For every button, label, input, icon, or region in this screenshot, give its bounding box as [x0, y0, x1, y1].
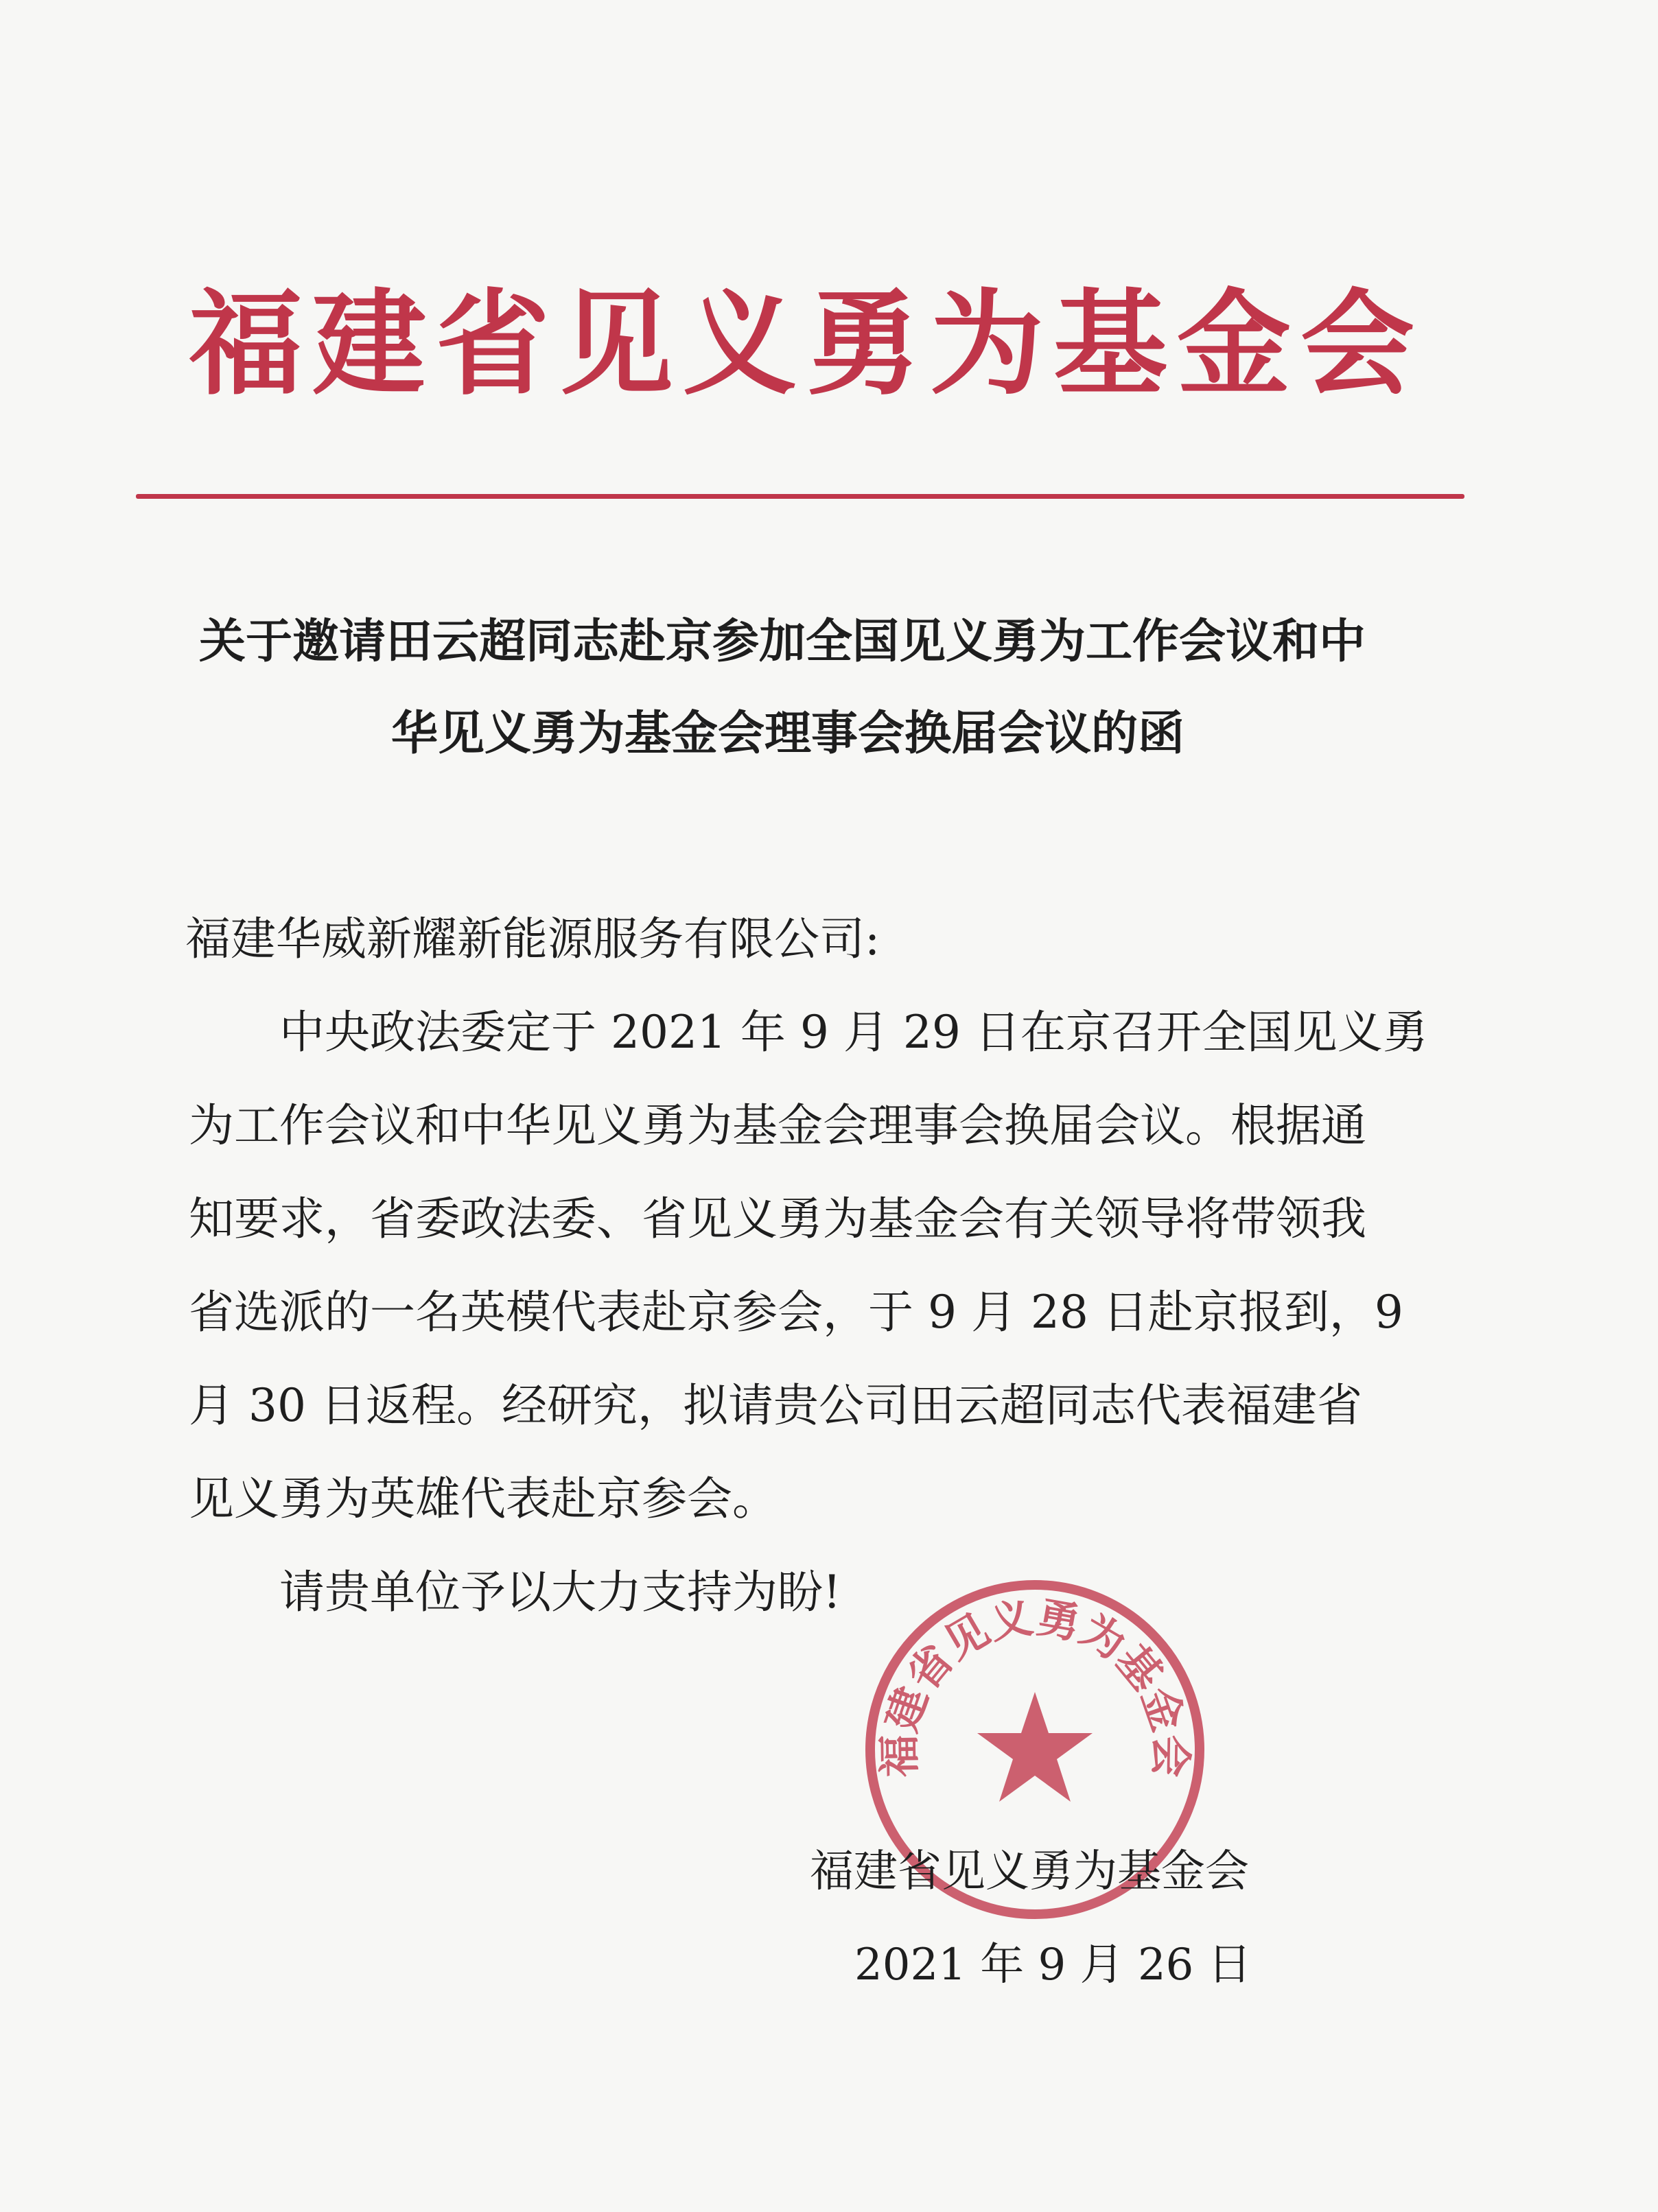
seal-arc-textpath: 福建省见义勇为基金会: [874, 1592, 1196, 1778]
signature-org-name: 福建省见义勇为基金会: [810, 1846, 1249, 1897]
letterhead-red-rule: [136, 494, 1464, 499]
paragraph-line: 知要求，省委政法委、省见义勇为基金会有关领导将带领我: [189, 1192, 1366, 1245]
document-title-line-2: 华见义勇为基金会理事会换届会议的函: [391, 707, 1185, 761]
closing-request-line: 请贵单位予以大力支持为盼!: [189, 1566, 841, 1619]
document-title-line-1: 关于邀请田云超同志赴京参加全国见义勇为工作会议和中: [199, 615, 1366, 669]
paragraph-line: 为工作会议和中华见义勇为基金会理事会换届会议。根据通: [189, 1099, 1366, 1152]
paragraph-line: 省选派的一名英模代表赴京参会，于 9 月 28 日赴京报到，9: [189, 1286, 1403, 1339]
paragraph-line: 月 30 日返程。经研究，拟请贵公司田云超同志代表福建省: [189, 1379, 1362, 1432]
signature-date: 2021 年 9 月 26 日: [854, 1940, 1252, 1990]
letterhead-org-name: 福建省见义勇为基金会: [189, 279, 1424, 411]
paragraph-line: 中央政法委定于 2021 年 9 月 29 日在京召开全国见义勇: [189, 1006, 1428, 1059]
seal-star-icon: [977, 1692, 1093, 1802]
paragraph-line: 见义勇为英雄代表赴京参会。: [189, 1472, 778, 1525]
recipient-salutation: 福建华威新耀新能源服务有限公司:: [185, 913, 880, 965]
